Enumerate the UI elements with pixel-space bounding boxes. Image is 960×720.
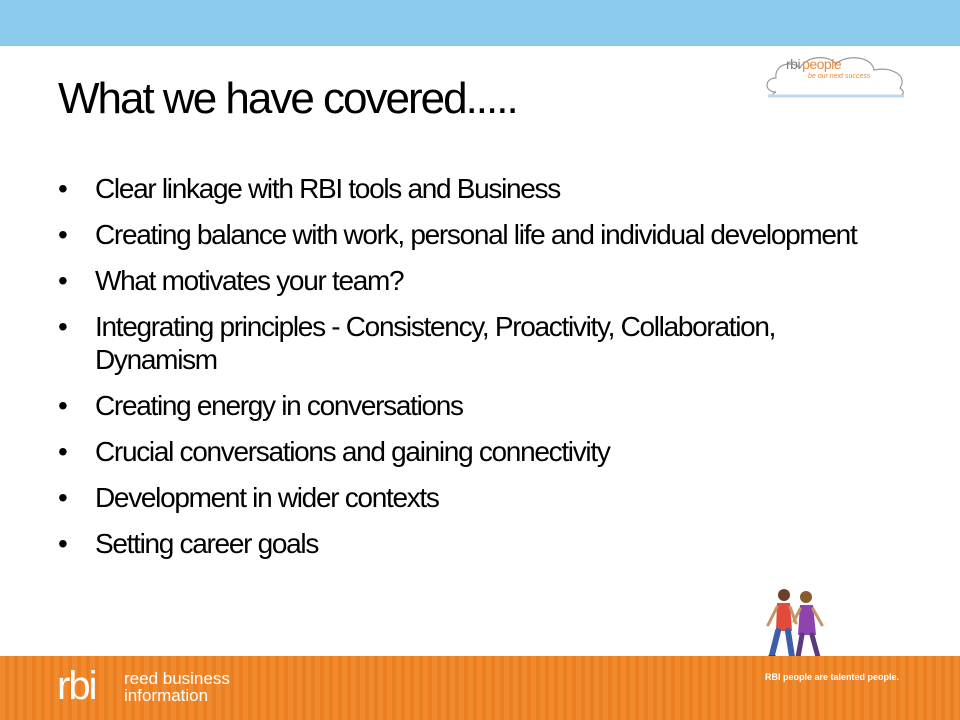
top-color-band	[0, 0, 960, 46]
bullet-item	[58, 218, 858, 251]
footer-tagline: RBI people are talented people.	[765, 672, 900, 682]
bullet-item	[58, 310, 858, 376]
bullet-text: Crucial conversations and gaining connectivity	[95, 436, 610, 467]
bullet-text: Development in wider contexts	[95, 482, 439, 513]
bullet-text: Setting career goals	[95, 528, 319, 559]
bullet-item	[58, 527, 858, 560]
bullet-dot: •	[58, 390, 67, 421]
bullet-list	[58, 172, 858, 573]
bullet-dot: •	[58, 265, 67, 296]
logo-tagline: be our next success	[808, 73, 871, 80]
bullet-item	[58, 435, 858, 468]
bullet-dot: •	[58, 311, 67, 342]
bullet-dot: •	[58, 219, 67, 250]
slide-title: What we have covered.....	[58, 74, 517, 123]
bullet-dot: •	[58, 482, 67, 513]
bullet-item	[58, 264, 858, 297]
bullet-text: Integrating principles - Consistency, Proactivity, Collaboration, Dynamism	[95, 311, 776, 375]
logo-people-word: people	[802, 56, 842, 72]
logo-wordmark	[786, 56, 841, 72]
bullet-text: Clear linkage with RBI tools and Business	[95, 173, 560, 204]
bullet-dot: •	[58, 436, 67, 467]
bullet-text: What motivates your team?	[95, 265, 404, 296]
walking-people-illustration	[760, 585, 830, 663]
footer-brand-line2: information	[124, 686, 209, 705]
bullet-text: Creating energy in conversations	[95, 390, 463, 421]
footer-brand-name	[124, 670, 230, 704]
footer-brand-line1: reed business	[124, 669, 230, 688]
bullet-item	[58, 389, 858, 422]
footer-rbi-logo: rbi	[57, 664, 96, 708]
bullet-item	[58, 481, 858, 514]
bullet-dot: •	[58, 528, 67, 559]
logo-brand: rbi	[786, 56, 801, 72]
bullet-item	[58, 172, 858, 205]
bullet-text: Creating balance with work, personal life and individual development	[95, 219, 857, 250]
bullet-dot: •	[58, 173, 67, 204]
